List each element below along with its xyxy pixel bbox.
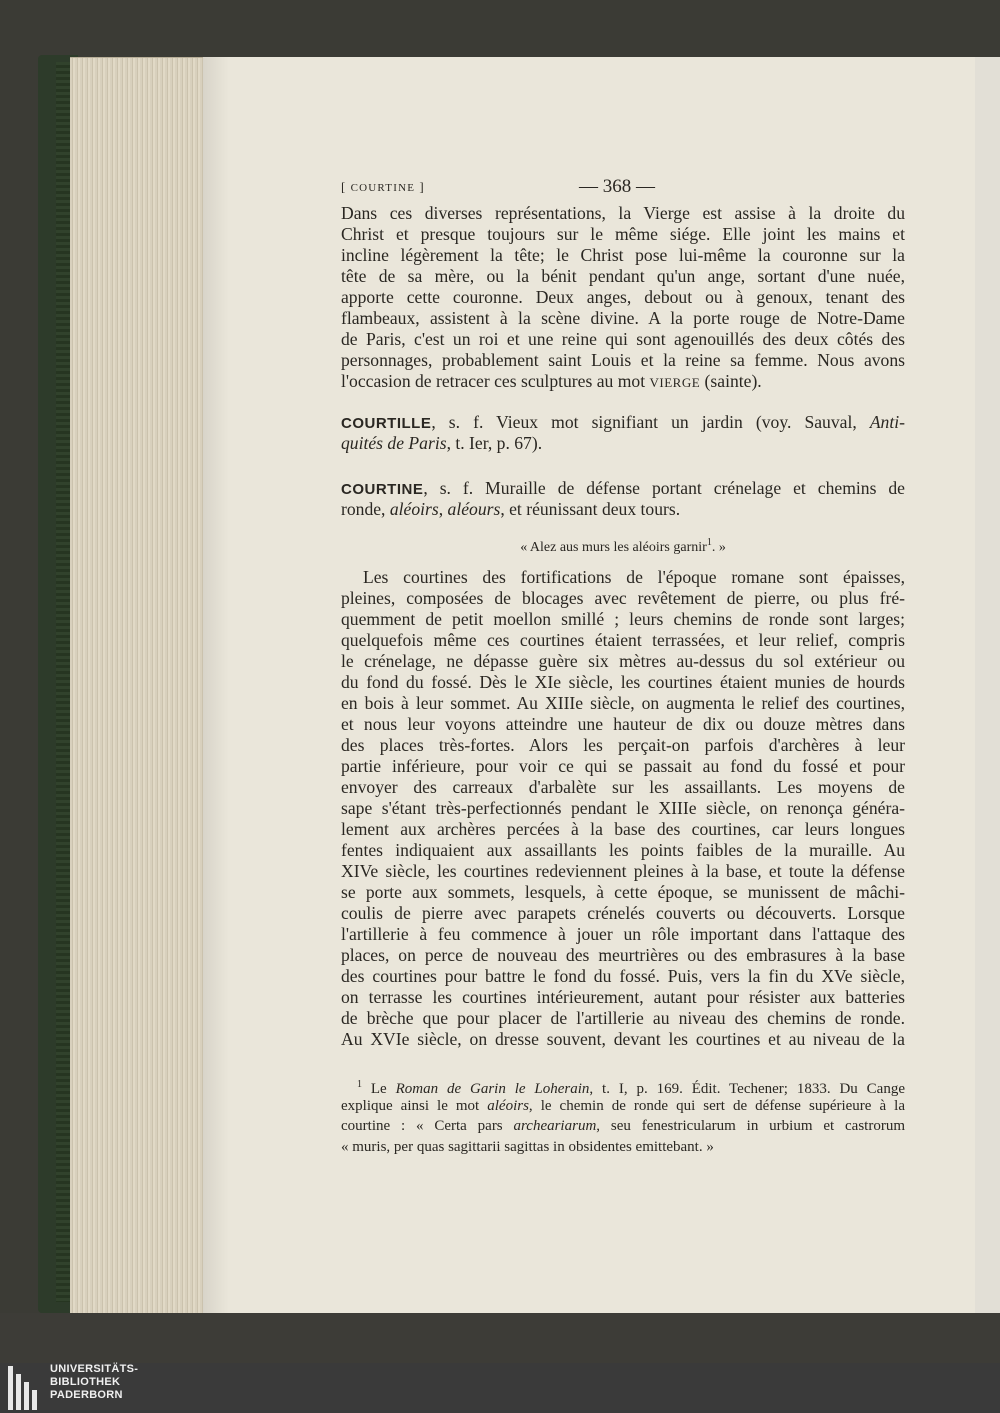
- text-line: lement aux archères percées à la base des courtines, car leurs longues: [341, 819, 905, 839]
- text-line: de Paris, c'est un roi et une reine qui sont agenouillés des deux côtés des: [341, 329, 905, 349]
- text-line: quemment de petit moellon smillé ; leurs chemins de ronde sont larges;: [341, 609, 905, 629]
- library-banner: [0, 1363, 1000, 1413]
- footnote-line: $^1$ Le Roman de Garin le Loherain, t. I, p. 169. Édit. Techener; 1833. Du Cange: [357, 1079, 905, 1097]
- text-line: partie inférieure, pour voir ce qui se passait au fond du fossé et pour: [341, 756, 905, 776]
- paragraph-coronation: [341, 203, 905, 392]
- text-line: Christ et presque toujours sur le même siége. Elle joint les mains et: [341, 224, 905, 244]
- text-line: quités de Paris, t. Ier, p. 67).: [341, 433, 543, 453]
- quotation: « Alez aus murs les aléoirs garnir$^1$. »: [520, 537, 726, 555]
- text-line: du fond du fossé. Dès le XIe siècle, les courtines étaient munies de hourds: [341, 672, 905, 692]
- text-line: le crénelage, ne dépasse guère six mètres au-dessus du sol extérieur ou: [341, 651, 905, 671]
- text-line: Les courtines des fortifications de l'époque romane sont épaisses,: [363, 567, 905, 587]
- text-line: de brèche que pour placer de l'artillerie au niveau des chemins de ronde.: [341, 1008, 905, 1028]
- entry-courtille: [341, 412, 905, 454]
- text-line: Au XVIe siècle, on dresse souvent, devant les courtines et au niveau de la: [341, 1029, 905, 1049]
- text-line: sape s'étant très-perfectionnés pendant le XIIIe siècle, on renonça généra-: [341, 798, 905, 818]
- text-line: et nous leur voyons atteindre une hauteur de dix ou douze mètres dans: [341, 714, 905, 734]
- running-header: [341, 176, 905, 200]
- page-stack-edge: [70, 57, 206, 1314]
- gutter-shadow: [203, 57, 229, 1313]
- text-line: coulis de pierre avec parapets crénelés couverts ou découverts. Lorsque: [341, 903, 905, 923]
- footnote-mark: 1: [357, 1079, 362, 1090]
- text-line: envoyer des carreaux d'arbalète sur les assaillants. Les moyens de: [341, 777, 905, 797]
- text-line: apporte cette couronne. Deux anges, debout ou à genoux, tenant des: [341, 287, 905, 307]
- text-line: en bois à leur sommet. Au XIIIe siècle, on augmenta le relief des courtines,: [341, 693, 905, 713]
- page-number: — 368 —: [579, 176, 655, 197]
- entry-term: COURTILLE: [341, 415, 432, 432]
- paragraph-courtines: [341, 567, 905, 1050]
- text-line: l'occasion de retracer ces sculptures au mot VIERGE (sainte).: [341, 371, 762, 391]
- text-line: flambeaux, assistent à la scène divine. A la porte rouge de Notre-Dame: [341, 308, 905, 328]
- text-line: quelquefois même ces courtines étaient terrassées, et leur relief, compris: [341, 630, 905, 650]
- text-line: ronde, aléoirs, aléours, et réunissant deux tours.: [341, 499, 681, 519]
- text-line: fentes indiquaient aux assaillants les points faibles de la muraille. Au: [341, 840, 905, 860]
- footnote-ref: 1: [706, 537, 712, 548]
- entry-term: COURTINE: [341, 481, 424, 498]
- text-line: Dans ces diverses représentations, la Vierge est assise à la droite du: [341, 203, 905, 223]
- text-line: personnages, probablement saint Louis et la reine sa femme. Nous avons: [341, 350, 905, 370]
- text-line: XIVe siècle, les courtines redeviennent pleines à la base, et toute la défense: [341, 861, 905, 881]
- footnote-line: « muris, per quas sagittarii sagittas in obsidentes emittebant. »: [341, 1138, 714, 1155]
- text-line: se porte aux sommets, lesquels, à cette époque, se munissent de mâchi-: [341, 882, 905, 902]
- facing-page-edge: [975, 57, 1000, 1313]
- scan-background: [0, 1313, 1000, 1363]
- library-logo-icon: [8, 1366, 44, 1410]
- running-head: [ COURTINE ]: [341, 179, 425, 194]
- cross-reference: VIERGE: [649, 375, 701, 390]
- text-line: pleines, composées de blocages avec revêtement de pierre, ou plus fré-: [341, 588, 905, 608]
- text-line: incline légèrement la tête; le Christ pose lui-même la couronne sur la: [341, 245, 905, 265]
- text-line: COURTINE, s. f. Muraille de défense portant crénelage et chemins de: [341, 478, 905, 498]
- footnote: [341, 1075, 905, 1157]
- text-line: des courtines pour battre le fond du fossé. Puis, vers la fin du XVe siècle,: [341, 966, 905, 986]
- entry-courtine: [341, 478, 905, 520]
- library-name[interactable]: UNIVERSITÄTS- BIBLIOTHEK PADERBORN: [50, 1363, 139, 1401]
- text-line: COURTILLE, s. f. Vieux mot signifiant un jardin (voy. Sauval, Anti-: [341, 412, 905, 432]
- text-line: places, on perce de nouveau des meurtrières ou des embrasures à la base: [341, 945, 905, 965]
- text-line: l'artillerie à feu commence à jouer un rôle important dans l'attaque des: [341, 924, 905, 944]
- text-line: tête de sa mère, ou la bénit pendant qu'un ange, sortant d'une nuée,: [341, 266, 905, 286]
- text-line: on terrasse les courtines intérieurement, autant pour résister aux batteries: [341, 987, 905, 1007]
- text-line: des places très-fortes. Alors les perçait-on parfois d'archères à leur: [341, 735, 905, 755]
- footnote-line: explique ainsi le mot aléoirs, le chemin de ronde qui sert de défense supérieure à la: [341, 1097, 905, 1114]
- footnote-line: courtine : « Certa pars archeariarum, seu fenestricularum in urbium et castrorum: [341, 1118, 905, 1134]
